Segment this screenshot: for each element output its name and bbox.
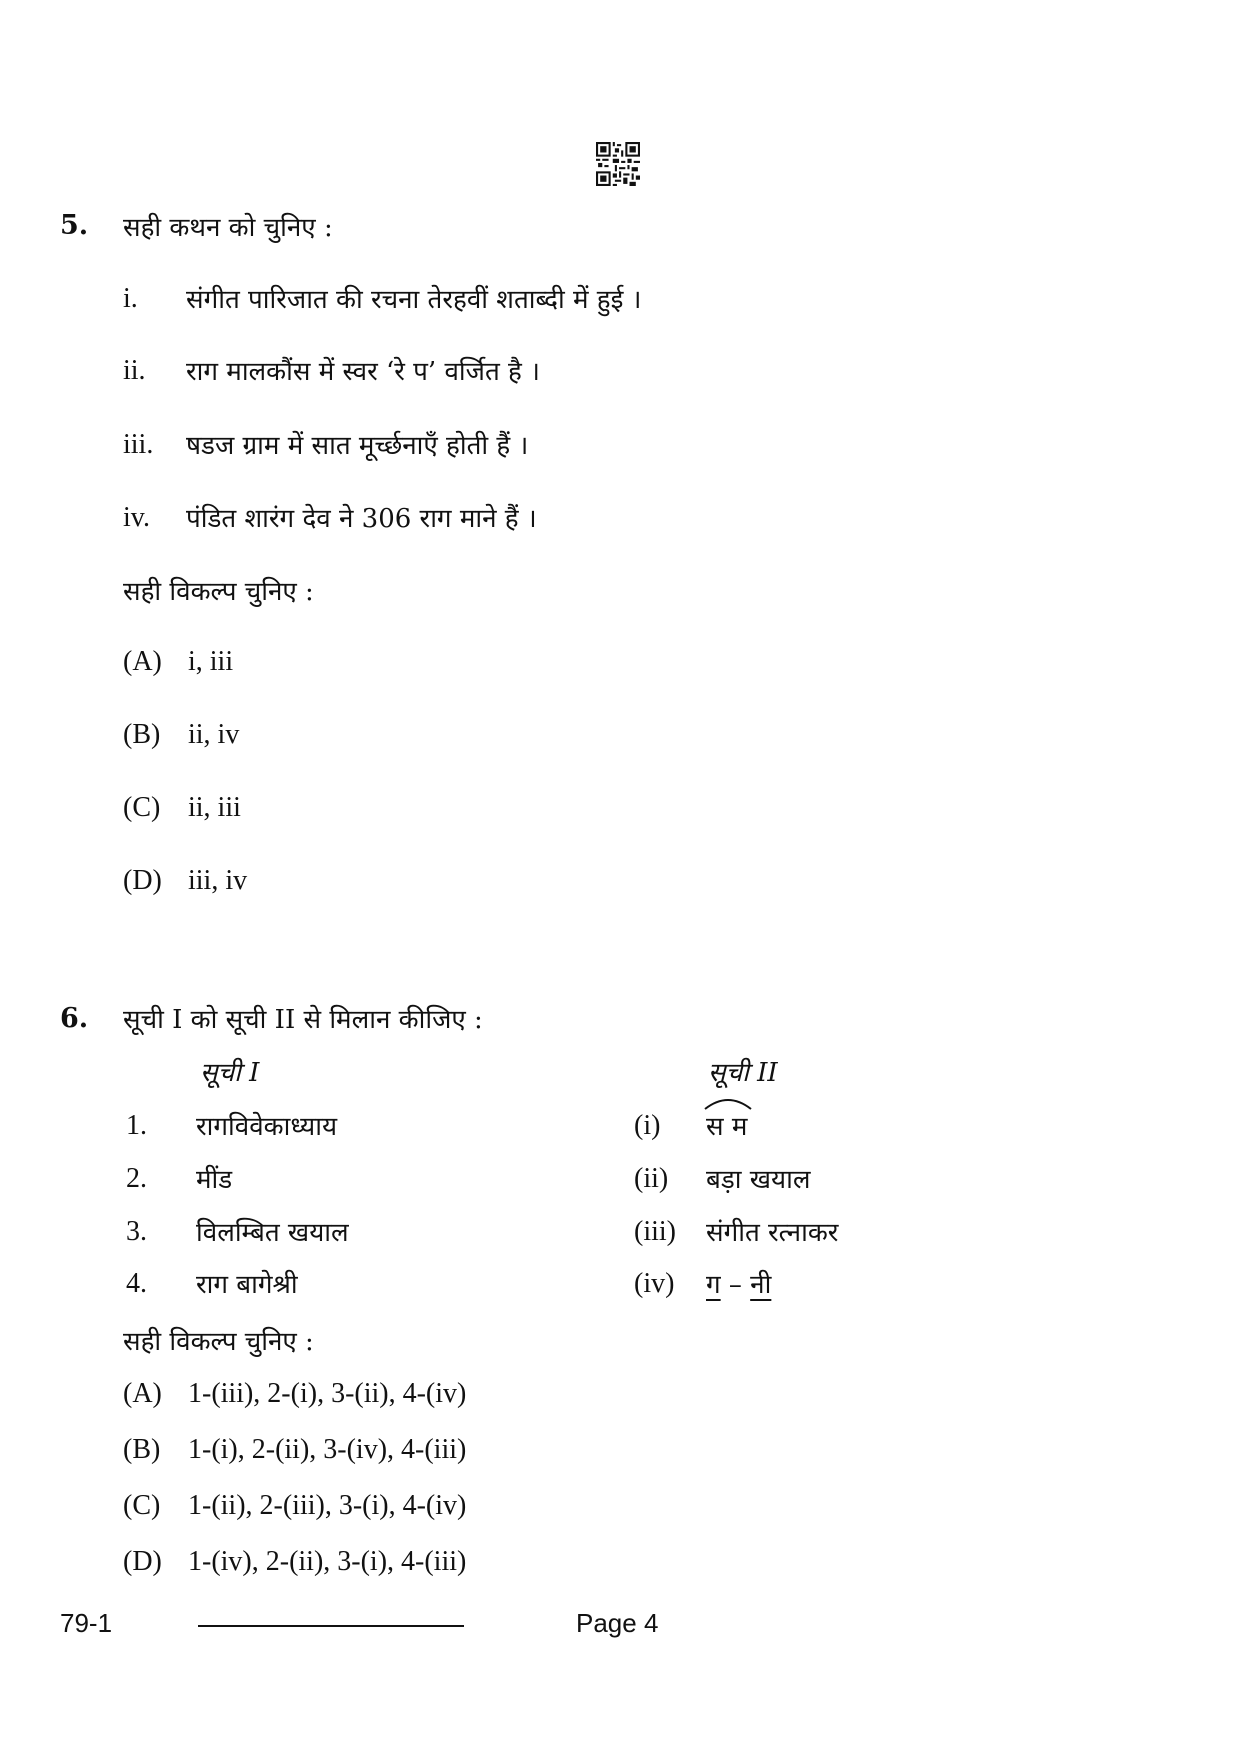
choose-prompt: सही विकल्प चुनिए : <box>123 1327 314 1357</box>
statement-text: षडज ग्राम में सात मूर्च्छनाएँ होती हैं । <box>186 431 529 461</box>
statement-text: संगीत पारिजात की रचना तेरहवीं शताब्दी में हुई । <box>186 285 642 315</box>
option-label-c: (C) <box>123 1490 161 1521</box>
option-text-b: ii, iv <box>188 719 240 750</box>
list1-item: राग बागेश्री <box>196 1270 298 1300</box>
list1-label: 3. <box>126 1216 147 1247</box>
list1-heading: सूची I <box>200 1058 260 1088</box>
option-label-b: (B) <box>123 1434 161 1465</box>
option-label-b: (B) <box>123 719 161 750</box>
list2-item: बड़ा खयाल <box>706 1165 811 1195</box>
list2-item-part: ग <box>706 1270 721 1300</box>
statement-label: ii. <box>123 355 146 386</box>
statement-text: राग मालकौंस में स्वर ‘रे प’ वर्जित है । <box>186 357 540 387</box>
list1-item: मींड <box>196 1165 233 1195</box>
option-label-d: (D) <box>123 865 162 896</box>
list2-item <box>706 1265 771 1301</box>
option-text-d: iii, iv <box>188 865 248 896</box>
list2-item-dash: – <box>728 1270 742 1300</box>
choose-prompt: सही विकल्प चुनिए : <box>123 577 314 607</box>
list1-label: 2. <box>126 1163 147 1194</box>
list2-label: (ii) <box>634 1163 669 1194</box>
question-prompt: सही कथन को चुनिए : <box>123 213 333 243</box>
option-text-b: 1-(i), 2-(ii), 3-(iv), 4-(iii) <box>188 1434 467 1465</box>
list1-label: 1. <box>126 1110 147 1141</box>
statement-label: i. <box>123 283 138 314</box>
question-number: 5. <box>60 210 89 241</box>
list2-item-part: नी <box>750 1270 772 1300</box>
option-label-a: (A) <box>123 646 162 677</box>
option-text-c: 1-(ii), 2-(iii), 3-(i), 4-(iv) <box>188 1490 467 1521</box>
option-label-c: (C) <box>123 792 161 823</box>
question-prompt: सूची I को सूची II से मिलान कीजिए : <box>123 1005 483 1035</box>
option-text-d: 1-(iv), 2-(ii), 3-(i), 4-(iii) <box>188 1546 467 1577</box>
option-text-a: i, iii <box>188 646 234 677</box>
statement-label: iv. <box>123 502 150 533</box>
list2-label: (i) <box>634 1110 661 1141</box>
question-number: 6. <box>60 1003 89 1034</box>
option-text-a: 1-(iii), 2-(i), 3-(ii), 4-(iv) <box>188 1378 467 1409</box>
footer-rule <box>198 1625 464 1627</box>
list2-item: स म <box>706 1112 748 1142</box>
option-label-d: (D) <box>123 1546 162 1577</box>
list2-heading: सूची II <box>708 1058 778 1088</box>
list1-item: विलम्बित खयाल <box>196 1218 349 1248</box>
statement-text: पंडित शारंग देव ने 306 राग माने हैं । <box>186 504 537 534</box>
option-label-a: (A) <box>123 1378 162 1409</box>
option-text-c: ii, iii <box>188 792 241 823</box>
list2-label: (iv) <box>634 1268 675 1299</box>
list1-item: रागविवेकाध्याय <box>196 1112 338 1142</box>
qr-code-icon <box>596 142 640 186</box>
list2-label: (iii) <box>634 1216 676 1247</box>
statement-label: iii. <box>123 429 154 460</box>
list2-item: संगीत रत्नाकर <box>706 1218 839 1248</box>
page-number: Page 4 <box>576 1608 659 1638</box>
list1-label: 4. <box>126 1268 147 1299</box>
paper-code: 79-1 <box>60 1608 113 1638</box>
